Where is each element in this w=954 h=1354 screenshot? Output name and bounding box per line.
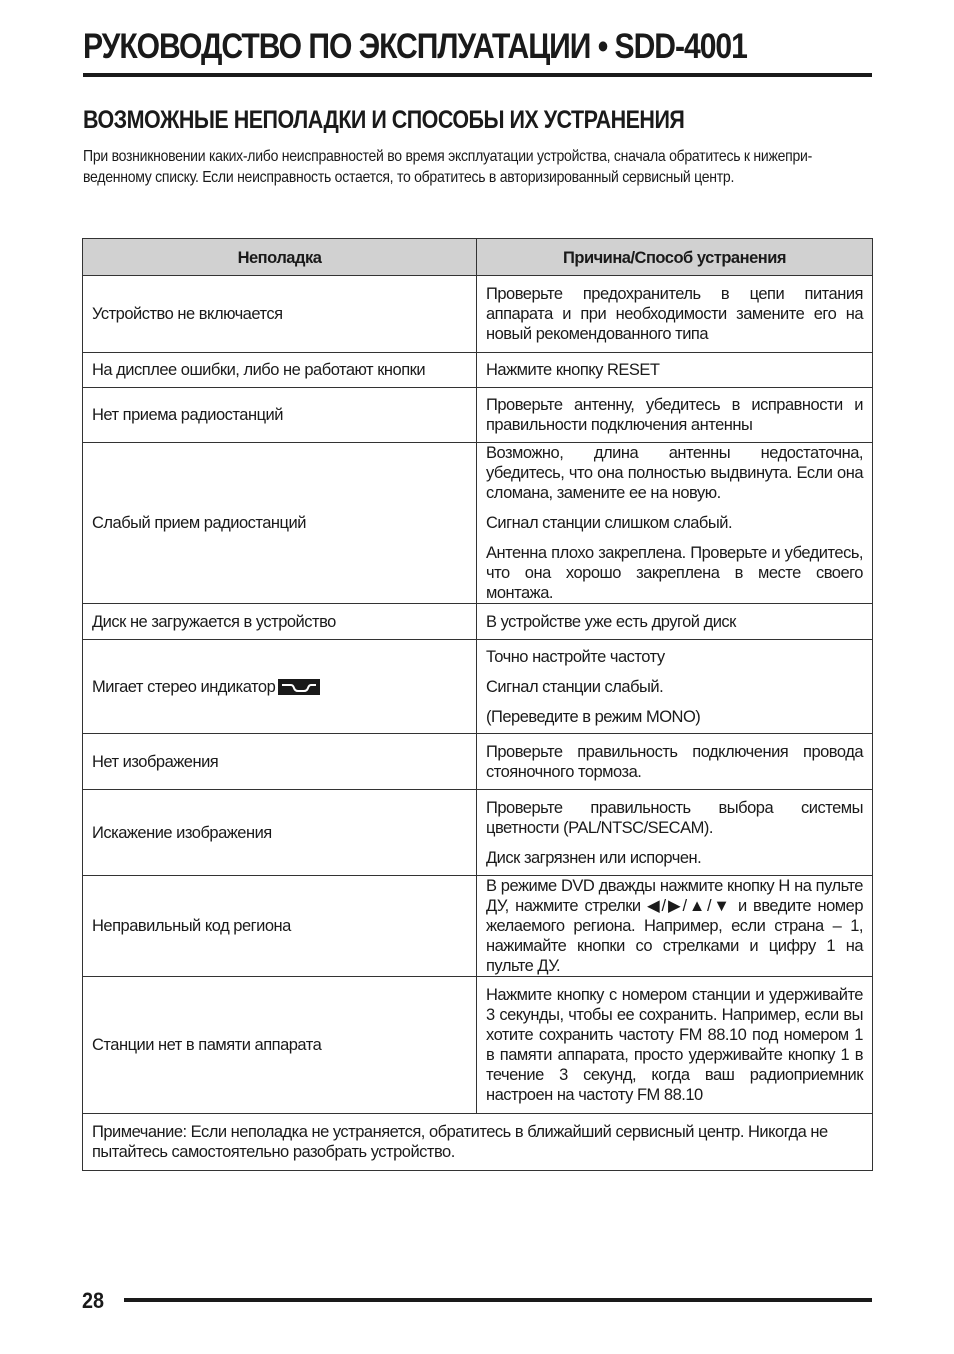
problem-cell bbox=[83, 443, 477, 604]
section-title: ВОЗМОЖНЫЕ НЕПОЛАДКИ И СПОСОБЫ ИХ УСТРАНЕНИЯ bbox=[83, 106, 685, 134]
cause-text: Проверьте предохранитель в цепи питания аппарата и при необходимости замените его на новый рекомендованного типа bbox=[486, 285, 863, 343]
cause-text: Антенна плохо закреплена. Проверьте и убедитесь, что она хорошо закреплена в месте своего монтажа. bbox=[486, 544, 863, 602]
problem-cell bbox=[83, 640, 477, 734]
problem-text: Неправильный код региона bbox=[92, 917, 291, 935]
problem-cell bbox=[83, 977, 477, 1114]
cause-cell bbox=[477, 443, 873, 604]
intro-line-2: веденному списку. Если неисправность остается, то обратитесь в авторизированный сервисный центр. bbox=[83, 169, 735, 186]
problem-cell bbox=[83, 276, 477, 353]
footer-rule bbox=[124, 1298, 872, 1302]
table-row bbox=[83, 388, 873, 443]
cause-cell bbox=[477, 977, 873, 1114]
table-row bbox=[83, 876, 873, 977]
problem-cell bbox=[83, 604, 477, 640]
cause-text: В режиме DVD дважды нажмите кнопку H на пульте ДУ, нажмите стрелки ◀/▶/▲/▼ и введите номер желаемого региона. Например, если страна – 1, нажимайте кнопки со стрелками и цифру 1 на пульте ДУ. bbox=[486, 877, 863, 975]
cause-cell bbox=[477, 276, 873, 353]
note-row bbox=[83, 1114, 873, 1171]
cause-text: Точно настройте частоту bbox=[486, 647, 665, 666]
note-cell bbox=[83, 1114, 873, 1171]
table-row bbox=[83, 604, 873, 640]
cause-cell bbox=[477, 640, 873, 734]
cause-cell bbox=[477, 734, 873, 790]
column-header-problem bbox=[83, 239, 477, 276]
table-row bbox=[83, 977, 873, 1114]
problem-cell bbox=[83, 388, 477, 443]
column-header-cause-label: Причина/Способ устранения bbox=[563, 249, 786, 267]
title-rule bbox=[83, 73, 872, 77]
problem-cell bbox=[83, 876, 477, 977]
table-row bbox=[83, 640, 873, 734]
problem-text: Слабый прием радиостанций bbox=[92, 514, 306, 532]
cause-text: Проверьте правильность выбора системы цветности (PAL/NTSC/SECAM). bbox=[486, 798, 863, 837]
cause-text: (Переведите в режим MONO) bbox=[486, 707, 701, 726]
table-row bbox=[83, 276, 873, 353]
problem-cell bbox=[83, 353, 477, 388]
table-row bbox=[83, 443, 873, 604]
problem-text: Нет изображения bbox=[92, 752, 219, 771]
column-header-problem-label: Неполадка bbox=[237, 249, 322, 267]
cause-text: Сигнал станции слабый. bbox=[486, 677, 664, 696]
page-number: 28 bbox=[82, 1288, 105, 1313]
table-header-row bbox=[83, 239, 873, 276]
problem-text: Устройство не включается bbox=[92, 305, 283, 323]
table-row bbox=[83, 353, 873, 388]
problem-text: Мигает стерео индикатор bbox=[92, 677, 276, 696]
problem-cell bbox=[83, 790, 477, 876]
problem-text: Диск не загружается в устройство bbox=[92, 612, 336, 631]
table-row bbox=[83, 790, 873, 876]
cause-cell bbox=[477, 876, 873, 977]
intro-paragraph bbox=[83, 146, 872, 188]
cause-text: Проверьте правильность подключения провода стояночного тормоза. bbox=[486, 742, 863, 781]
problem-text: Нет приема радиостанций bbox=[92, 406, 283, 424]
stereo-indicator-icon bbox=[278, 679, 320, 695]
note-text: Примечание: Если неполадка не устраняется, обратитесь в ближайший сервисный центр. Никогда не пытайтесь самостоятельно разобрать устройство. bbox=[92, 1123, 828, 1161]
cause-cell bbox=[477, 388, 873, 443]
troubleshooting-table bbox=[82, 238, 873, 1171]
intro-line-1: При возникновении каких-либо неисправностей во время эксплуатации устройства, сначала обратитесь к нижепри- bbox=[83, 148, 812, 165]
table-row bbox=[83, 734, 873, 790]
cause-text: Проверьте антенну, убедитесь в исправности и правильности подключения антенны bbox=[486, 396, 863, 434]
problem-text: На дисплее ошибки, либо не работают кнопки bbox=[92, 361, 426, 379]
cause-cell bbox=[477, 604, 873, 640]
cause-text: Сигнал станции слишком слабый. bbox=[486, 514, 733, 532]
problem-text: Искажение изображения bbox=[92, 823, 272, 842]
cause-text: В устройстве уже есть другой диск bbox=[486, 612, 736, 631]
problem-text: Станции нет в памяти аппарата bbox=[92, 1036, 322, 1054]
column-header-cause bbox=[477, 239, 873, 276]
cause-text: Возможно, длина антенны недостаточна, убедитесь, что она полностью выдвинута. Если она сломана, замените ее на новую. bbox=[486, 444, 863, 502]
cause-cell bbox=[477, 790, 873, 876]
cause-cell bbox=[477, 353, 873, 388]
problem-cell bbox=[83, 734, 477, 790]
cause-text: Нажмите кнопку RESET bbox=[486, 361, 660, 379]
document-title: РУКОВОДСТВО ПО ЭКСПЛУАТАЦИИ • SDD-4001 bbox=[83, 27, 747, 66]
cause-text: Нажмите кнопку с номером станции и удерживайте 3 секунды, чтобы ее сохранить. Например, если вы хотите сохранить частоту FM 88.10 под номером 1 в памяти аппарата, просто удерживайте кнопку 1 в течение 3 секунд, когда ваш радиоприемник настроен на частоту FM 88.10 bbox=[486, 986, 863, 1104]
cause-text: Диск загрязнен или испорчен. bbox=[486, 848, 702, 867]
